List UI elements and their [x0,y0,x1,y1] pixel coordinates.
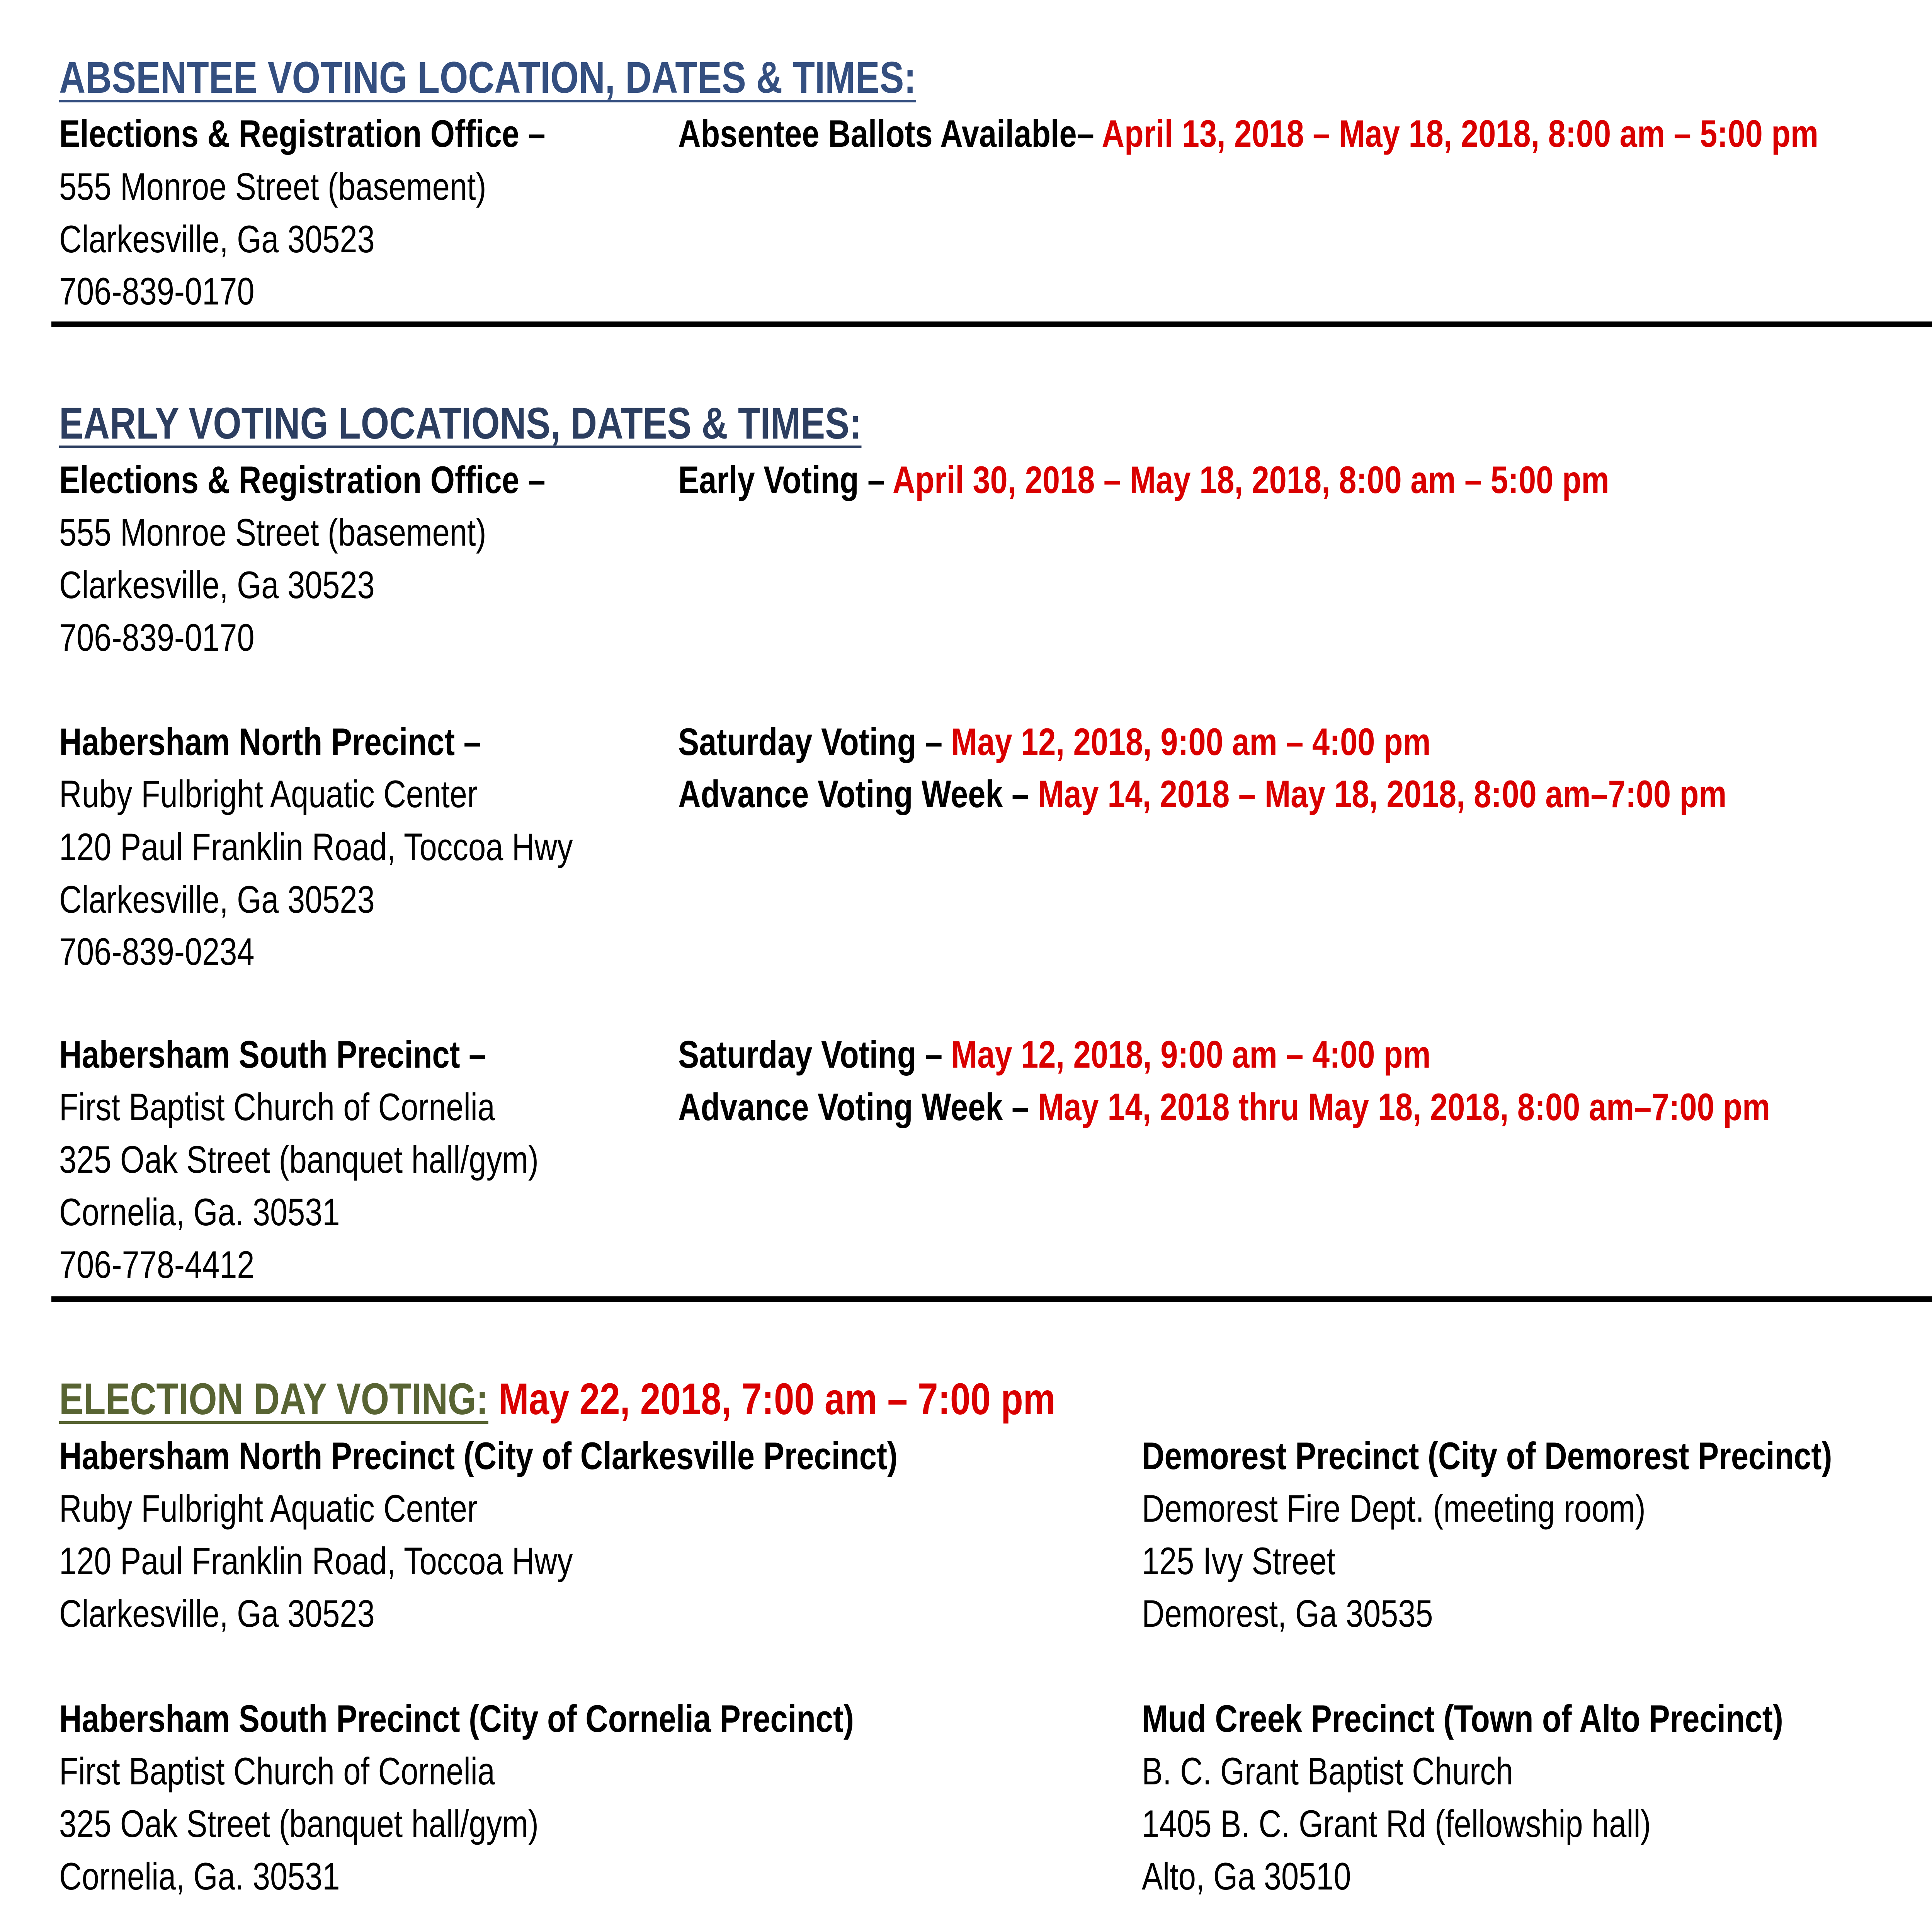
precinct-line: 125 Ivy Street [1142,1539,1335,1582]
south-phone: 706-778-4412 [59,1243,255,1286]
south-advance [678,1086,1770,1129]
north-address-line: 120 Paul Franklin Road, Toccoa Hwy [59,825,573,868]
early-dates: April 30, 2018 – May 18, 2018, 8:00 am – 5:00 pm [892,458,1609,501]
precinct-line: 1405 B. C. Grant Rd (fellowship hall) [1142,1802,1651,1845]
early-heading: EARLY VOTING LOCATIONS, DATES & TIMES: [59,399,862,448]
south-address-line: First Baptist Church of Cornelia [59,1085,495,1128]
absentee-availability [678,112,1818,155]
south-saturday-dates: May 12, 2018, 9:00 am – 4:00 pm [951,1033,1431,1076]
section-divider [51,1296,1932,1302]
precinct-line: 120 Paul Franklin Road, Toccoa Hwy [59,1539,573,1582]
election-day-date: May 22, 2018, 7:00 am – 7:00 pm [498,1374,1056,1424]
precinct-name: Demorest Precinct (City of Demorest Precinct) [1142,1434,1832,1477]
south-saturday [678,1033,1431,1076]
precinct-name: Habersham South Precinct (City of Cornelia Precinct) [59,1697,854,1740]
north-advance-dates: May 14, 2018 – May 18, 2018, 8:00 am–7:00 pm [1037,772,1727,815]
election-day-heading-row [59,1374,1056,1424]
early-address-line: Clarkesville, Ga 30523 [59,563,375,606]
north-phone: 706-839-0234 [59,930,255,973]
north-advance [678,773,1726,816]
precinct-line: Cornelia, Ga. 30531 [59,1855,340,1898]
south-saturday-label: Saturday Voting – [678,1033,951,1076]
north-advance-label: Advance Voting Week – [678,772,1038,815]
absentee-office-name: Elections & Registration Office – [59,112,546,155]
precinct-name: Mud Creek Precinct (Town of Alto Precinct) [1142,1697,1783,1740]
early-address-line: 555 Monroe Street (basement) [59,511,486,554]
precinct-line: Demorest, Ga 30535 [1142,1592,1433,1635]
north-saturday-dates: May 12, 2018, 9:00 am – 4:00 pm [951,720,1431,763]
absentee-address-line: Clarkesville, Ga 30523 [59,218,375,260]
south-advance-label: Advance Voting Week – [678,1085,1038,1128]
precinct-line: Demorest Fire Dept. (meeting room) [1142,1487,1646,1530]
early-phone: 706-839-0170 [59,616,255,659]
precinct-line: Alto, Ga 30510 [1142,1855,1351,1898]
section-divider [51,321,1932,327]
north-saturday [678,721,1431,764]
early-office-name: Elections & Registration Office – [59,458,546,501]
early-label: Early Voting – [678,458,893,501]
south-address-line: Cornelia, Ga. 30531 [59,1190,340,1233]
precinct-line: First Baptist Church of Cornelia [59,1750,495,1793]
south-address-line: 325 Oak Street (banquet hall/gym) [59,1138,539,1181]
absentee-heading: ABSENTEE VOTING LOCATION, DATES & TIMES: [59,53,916,102]
election-day-heading: ELECTION DAY VOTING: [59,1374,488,1424]
south-precinct-name: Habersham South Precinct – [59,1033,486,1076]
precinct-line: 325 Oak Street (banquet hall/gym) [59,1802,539,1845]
precinct-line: Clarkesville, Ga 30523 [59,1592,375,1635]
precinct-line: B. C. Grant Baptist Church [1142,1750,1514,1793]
south-advance-dates: May 14, 2018 thru May 18, 2018, 8:00 am–7:00 pm [1037,1085,1770,1128]
north-address-line: Clarkesville, Ga 30523 [59,878,375,921]
absentee-phone: 706-839-0170 [59,270,255,313]
precinct-name: Habersham North Precinct (City of Clarkesville Precinct) [59,1434,898,1477]
absentee-dates: April 13, 2018 – May 18, 2018, 8:00 am – 5:00 pm [1102,112,1819,155]
absentee-address-line: 555 Monroe Street (basement) [59,165,486,208]
precinct-line: Ruby Fulbright Aquatic Center [59,1487,478,1530]
north-precinct-name: Habersham North Precinct – [59,720,481,763]
north-address-line: Ruby Fulbright Aquatic Center [59,772,478,815]
early-office-schedule [678,459,1609,502]
absentee-label: Absentee Ballots Available– [678,112,1102,155]
north-saturday-label: Saturday Voting – [678,720,951,763]
